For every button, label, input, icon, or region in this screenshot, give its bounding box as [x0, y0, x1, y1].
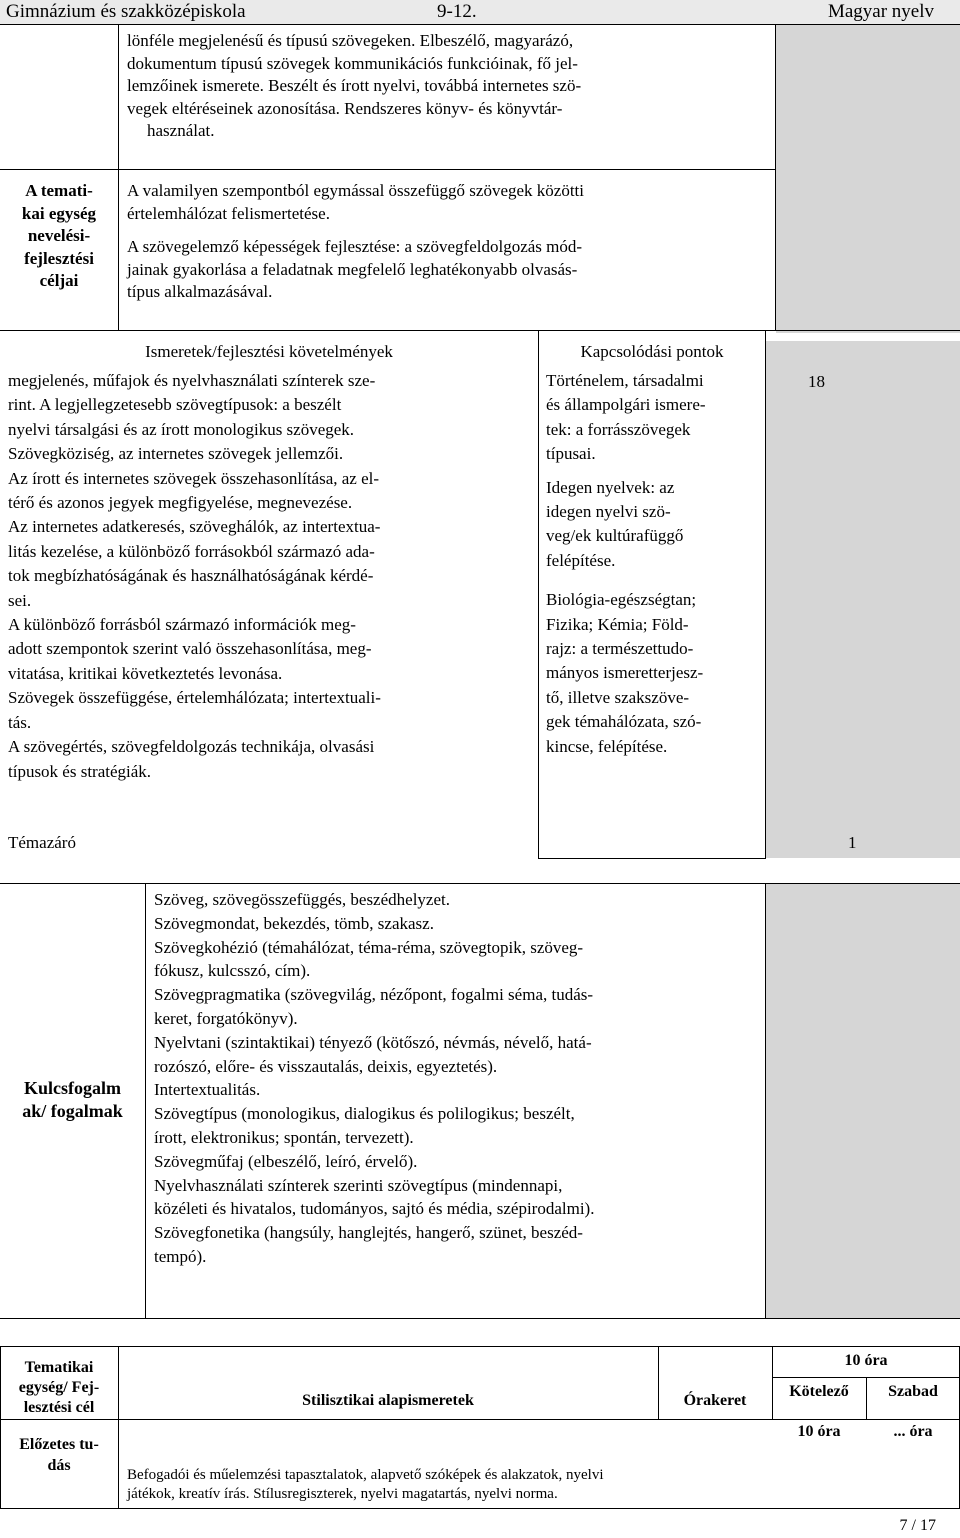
connections-heading: Kapcsolódási pontok — [580, 342, 724, 361]
page-number: 7 / 17 — [899, 1517, 936, 1534]
prior-knowledge-label: Előzetes tu- dás — [19, 1436, 99, 1474]
page-header — [0, 0, 960, 25]
goals-label: A temati- kai egység nevelési- fejlesztési céljai — [21, 181, 97, 290]
goals-text: A valamilyen szempontból egymással összefüggő szövegek közötti értelemhálózat felismertetése. A szövegelemző képességek fejlesztése: a szövegfeldolgozás mód- jainak gyakorlása a feladatnak megfelelő leghatékonyabb olvasás- típus alkalmazásával. — [127, 181, 585, 301]
hours-column-shade-bottom — [766, 884, 960, 1318]
requirements-text: megjelenés, műfajok és nyelvhasználati színterek sze- rint. A legjellegzetesebb szövegtípusok: a beszélt nyelvi társalgási és az írott monologikus szövegek. Szövegköziség, az internetes szövegek jellemzői. Az írott és internetes szövegek összehasonlítása, az el- térő és azonos jegyek megfigyelése, megnevezése. Az internetes adatkeresés, szöveghálók, az intertextua- litás kezelése, a különböző forrásokból származó ada- tok megbízhatóságának és használhatóságának kérdé- sei. A különböző forrásból származó információk meg- adott szempontok szerint való összehasonlítása, meg- vitatása, kritikai következtetés levonása. Szövegek összefüggése, értelemhálózata; intertextuali- tás. A szövegértés, szövegfeldolgozás technikája, olvasási típusok és stratégiák. — [8, 371, 381, 781]
prior-knowledge-text: Befogadói és műelemzési tapasztalatok, alapvető szóképek és alakzatok, nyelvi játékok, kreatív írás. Stílusregiszterek, nyelvi magatartás, nyelvi norma. — [127, 1467, 604, 1502]
key-concepts-label: Kulcsfogalm ak/ fogalmak — [22, 1078, 123, 1121]
hours-column-shade-mid — [766, 341, 960, 858]
intro-text: lönféle megjelenésű és típusú szövegeken. Elbeszélő, magyarázó, dokumentum típusú szövegek kommunikációs funkcióinak, fő jel- lemzőinek ismerete. Beszélt és írott nyelvi, továbbá internetes szö- vegek eltéréseinek azonosítása. Rendszeres könyv- és könyvtár- használat. — [127, 31, 582, 140]
requirements-heading: Ismeretek/fejlesztési követelmények — [145, 342, 393, 361]
mandatory-hours: 10 óra — [797, 1423, 841, 1440]
hours-column-shade-top — [776, 25, 960, 333]
hours-label: Órakeret — [683, 1392, 747, 1409]
summary-label: Témazáró — [8, 833, 76, 852]
optional-hours: ... óra — [893, 1423, 933, 1440]
connections-text: Történelem, társadalmi és állampolgári ismere- tek: a forrásszövegek típusai. Idegen nyelvek: az idegen nyelvi szö- veg/ek kultúrafüggő felépítése. Biológia-egészségtan; Fizika; Kémia; Föld- rajz: a természettudo- mányos ismeretterjesz- tő, illetve szakszöve- gek témahálózata, szó- kincse, felépítése. — [546, 371, 706, 756]
grade-range: 9-12. — [437, 1, 477, 22]
unit-title: Stilisztikai alapismeretek — [302, 1392, 474, 1409]
summary-hours: 1 — [848, 833, 857, 852]
optional-label: Szabad — [888, 1383, 938, 1400]
unit-label: Tematikai egység/ Fej- lesztési cél — [18, 1359, 100, 1416]
key-concepts-text: Szöveg, szövegösszefüggés, beszédhelyzet. Szövegmondat, bekezdés, tömb, szakasz. Szövegkohézió (témahálózat, téma-réma, szövegtopik, szöveg- fókusz, kulcsszó, cím). Szövegpragmatika (szövegvilág, nézőpont, fogalmi séma, tudás- keret, forgatókönyv). Nyelvtani (szintaktikai) tényező (kötőszó, névmás, névelő, hatá- rozószó, előre- és visszautalás, deixis, egyeztetés). Intertextualitás. Szövegtípus (monologikus, dialogikus és polilogikus; beszélt, írott, elektronikus; spontán, tervezett). Szövegműfaj (elbeszélő, leíró, érvelő). Nyelvhasználati színterek szerinti szövegtípus (mindennapi, közéleti és hivatalos, tudományos, sajtó és média, szépirodalmi). Szövegfonetika (hangsúly, hanglejtés, hangerő, szünet, beszéd- tempó). — [154, 890, 595, 1266]
requirements-hours: 18 — [808, 372, 825, 391]
school-name: Gimnázium és szakközépiskola — [6, 1, 246, 22]
subject-name: Magyar nyelv — [827, 1, 934, 22]
total-hours: 10 óra — [844, 1352, 888, 1369]
mandatory-label: Kötelező — [789, 1383, 849, 1400]
